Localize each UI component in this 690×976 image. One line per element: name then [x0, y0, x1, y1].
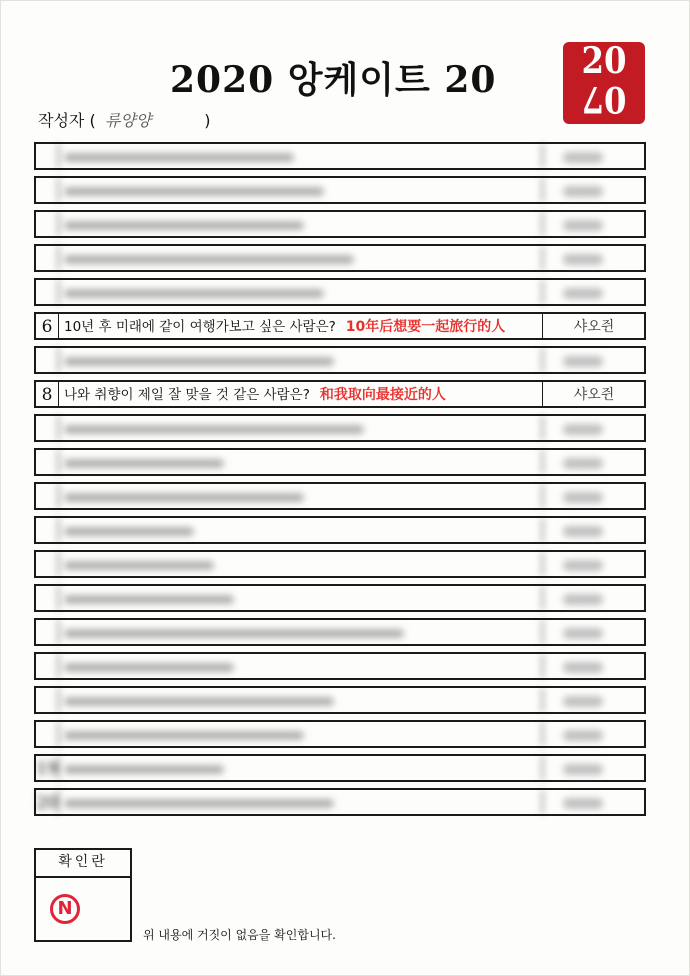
question-number — [36, 688, 59, 712]
question-row — [34, 278, 646, 306]
question-text-cell — [64, 756, 224, 780]
answer-text: 샤오쥔 — [573, 387, 615, 403]
answer-cell — [542, 722, 645, 746]
redacted-question — [64, 527, 194, 536]
answer-cell — [542, 756, 645, 780]
redacted-question — [64, 595, 234, 604]
answer-cell — [542, 314, 645, 338]
stamp-bottom-text: 07 — [581, 78, 627, 120]
question-text-cell — [64, 212, 304, 236]
question-number — [36, 654, 59, 678]
answer-cell — [542, 212, 645, 236]
question-text-cell — [64, 620, 404, 644]
question-row — [34, 176, 646, 204]
answer-cell — [542, 178, 645, 202]
question-text-cell — [64, 518, 194, 542]
answer-text: 샤오쥔 — [573, 319, 615, 335]
confirm-box — [34, 848, 132, 942]
question-number — [36, 586, 59, 610]
question-number: 20 — [36, 790, 59, 814]
question-number — [36, 246, 59, 270]
confirm-label: 확인란 — [36, 850, 130, 878]
redacted-answer — [563, 730, 603, 741]
redacted-answer — [563, 186, 603, 197]
redacted-question — [64, 221, 304, 230]
question-text-cell — [64, 144, 294, 168]
question-row — [34, 686, 646, 714]
question-row — [34, 652, 646, 680]
redacted-answer — [563, 356, 603, 367]
redacted-answer — [563, 764, 603, 775]
question-translation: 和我取向最接近的人 — [319, 387, 446, 403]
question-row — [34, 244, 646, 272]
answer-cell — [542, 382, 645, 406]
redacted-answer — [563, 526, 603, 537]
redacted-question — [64, 459, 224, 468]
question-row — [34, 720, 646, 748]
question-text-cell — [64, 586, 234, 610]
n-stamp-icon: N — [50, 894, 80, 924]
question-number — [36, 416, 59, 440]
question-number — [36, 212, 59, 236]
question-text-cell — [64, 450, 224, 474]
question-text-cell — [64, 416, 364, 440]
redacted-answer — [563, 424, 603, 435]
answer-cell — [542, 484, 645, 508]
question-row — [34, 516, 646, 544]
question-row — [34, 618, 646, 646]
logo-stamp — [563, 42, 645, 124]
question-row — [34, 142, 646, 170]
redacted-answer — [563, 152, 603, 163]
redacted-question — [64, 629, 404, 638]
question-number — [36, 348, 59, 372]
question-text-cell — [64, 178, 324, 202]
question-text-cell — [64, 654, 234, 678]
question-row — [34, 414, 646, 442]
question-text-cell — [64, 246, 354, 270]
redacted-answer — [563, 628, 603, 639]
answer-cell — [542, 450, 645, 474]
question-text-cell — [64, 348, 334, 372]
question-text-cell — [64, 722, 304, 746]
redacted-answer — [563, 254, 603, 265]
answer-cell — [542, 518, 645, 542]
redacted-answer — [563, 798, 603, 809]
question-row — [34, 754, 646, 782]
redacted-answer — [563, 288, 603, 299]
author-row — [38, 108, 211, 131]
question-number — [36, 552, 59, 576]
redacted-question — [64, 153, 294, 162]
redacted-answer — [563, 560, 603, 571]
redacted-question — [64, 663, 234, 672]
redacted-question — [64, 289, 324, 298]
question-text-cell — [64, 484, 304, 508]
redacted-question — [64, 187, 324, 196]
question-number — [36, 484, 59, 508]
question-number: 8 — [36, 382, 59, 406]
question-text-cell — [64, 280, 324, 304]
answer-cell — [542, 280, 645, 304]
question-row — [34, 550, 646, 578]
question-number: 6 — [36, 314, 59, 338]
question-text-cell — [64, 790, 334, 814]
question-row — [34, 584, 646, 612]
question-row — [34, 380, 646, 408]
answer-cell — [542, 790, 645, 814]
answer-cell — [542, 654, 645, 678]
question-number — [36, 722, 59, 746]
redacted-answer — [563, 458, 603, 469]
redacted-question — [64, 765, 224, 774]
question-number: 19 — [36, 756, 59, 780]
answer-cell — [542, 586, 645, 610]
question-number — [36, 620, 59, 644]
answer-cell — [542, 246, 645, 270]
redacted-question — [64, 697, 334, 706]
question-text: 나와 취향이 제일 잘 맞을 것 같은 사람은? — [64, 387, 310, 403]
redacted-answer — [563, 696, 603, 707]
redacted-question — [64, 357, 334, 366]
question-row — [34, 788, 646, 816]
answer-cell — [542, 688, 645, 712]
answer-cell — [542, 620, 645, 644]
question-text-cell — [64, 688, 334, 712]
confirm-note: 위 내용에 거짓이 없음을 확인합니다. — [143, 928, 336, 942]
answer-cell — [542, 552, 645, 576]
question-row — [34, 448, 646, 476]
redacted-answer — [563, 594, 603, 605]
redacted-question — [64, 799, 334, 808]
question-number — [36, 280, 59, 304]
redacted-question — [64, 561, 214, 570]
question-text-cell — [64, 314, 505, 338]
author-label: 작성자 — [38, 111, 85, 130]
question-row — [34, 210, 646, 238]
page-title: 2020 앙케이트 20 — [170, 59, 497, 101]
stamp-top-text: 20 — [581, 42, 627, 82]
author-name: 류양양 — [104, 111, 152, 130]
redacted-answer — [563, 220, 603, 231]
redacted-question — [64, 731, 304, 740]
question-number — [36, 178, 59, 202]
question-text: 10년 후 미래에 같이 여행가보고 싶은 사람은? — [64, 319, 336, 335]
question-translation: 10年后想要一起旅行的人 — [345, 319, 506, 335]
question-text-cell — [64, 552, 214, 576]
answer-cell — [542, 144, 645, 168]
author-close-paren: ) — [204, 111, 211, 130]
question-number — [36, 144, 59, 168]
author-open-paren: ( — [89, 111, 96, 130]
answer-cell — [542, 416, 645, 440]
question-text-cell — [64, 382, 446, 406]
question-row — [34, 312, 646, 340]
redacted-question — [64, 425, 364, 434]
answer-cell — [542, 348, 645, 372]
redacted-answer — [563, 662, 603, 673]
redacted-question — [64, 493, 304, 502]
question-row — [34, 346, 646, 374]
redacted-question — [64, 255, 354, 264]
question-number — [36, 450, 59, 474]
redacted-answer — [563, 492, 603, 503]
question-row — [34, 482, 646, 510]
question-number — [36, 518, 59, 542]
